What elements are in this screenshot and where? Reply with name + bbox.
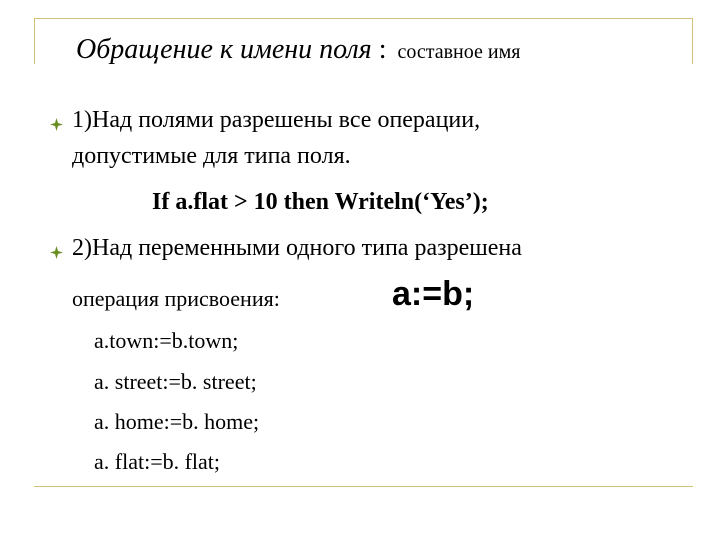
example-line-1: a.town:=b.town; <box>94 328 239 353</box>
example-line-4: a. flat:=b. flat; <box>94 449 221 474</box>
point-1-code: If a.flat > 10 then Writeln(‘Yes’); <box>152 189 489 215</box>
example-line-3: a. home:=b. home; <box>94 409 260 434</box>
frame-top-line <box>34 18 693 19</box>
title-colon: : <box>371 34 394 65</box>
slide-title <box>76 34 520 66</box>
diamond-bullet-icon <box>50 118 63 131</box>
frame-right-line <box>692 18 693 64</box>
example-line-2: a. street:=b. street; <box>94 369 257 394</box>
title-main: Обращение к имени поля <box>76 34 372 65</box>
frame-left-line <box>34 18 35 64</box>
title-subtitle: составное имя <box>397 41 521 63</box>
point-2-line-2: операция присвоения: <box>72 286 280 311</box>
point-1-line-1: 1)Над полями разрешены все операции, <box>72 107 481 133</box>
frame-bottom-line <box>34 486 693 487</box>
diamond-bullet-icon <box>50 246 63 259</box>
point-2-code-big: a:=b; <box>392 275 475 313</box>
point-1-line-2: допустимые для типа поля. <box>72 143 351 169</box>
point-2-line-1: 2)Над переменными одного типа разрешена <box>72 235 522 261</box>
